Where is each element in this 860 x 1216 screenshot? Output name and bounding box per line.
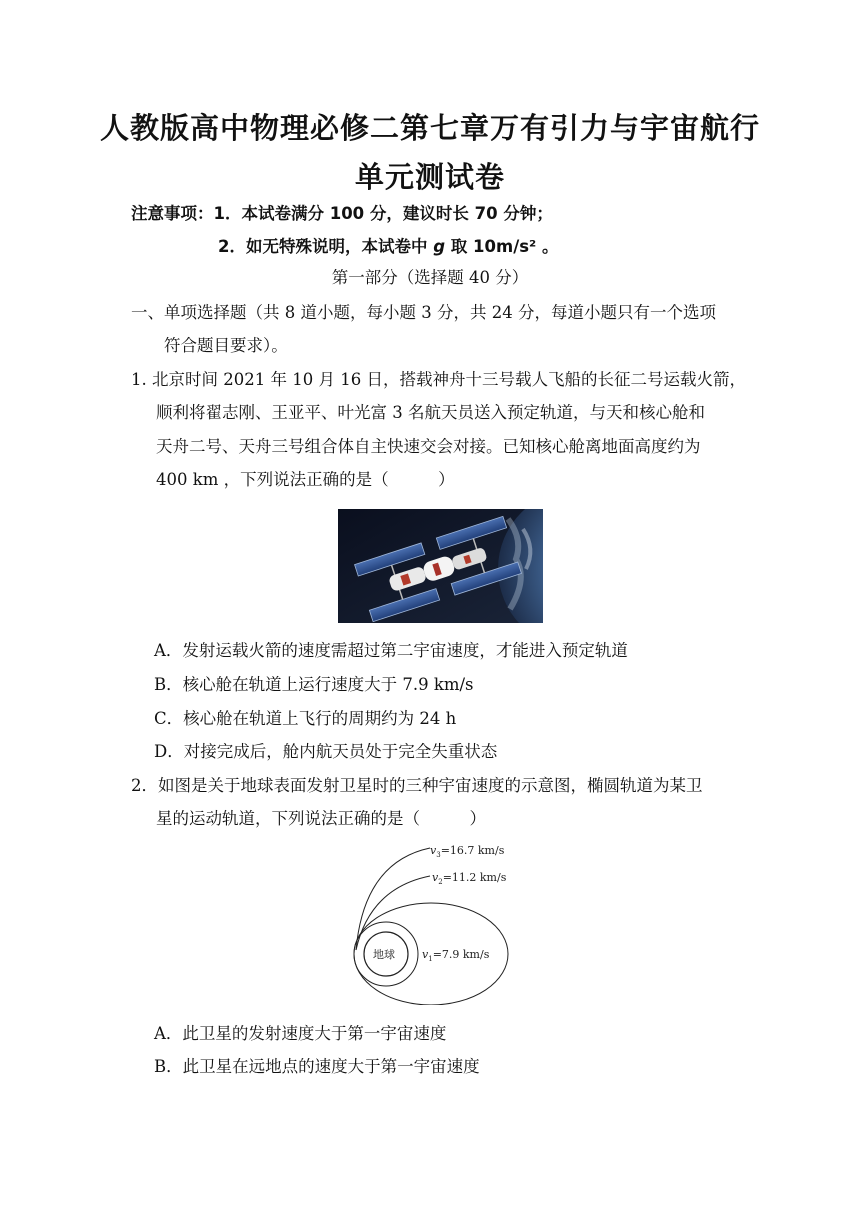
q1-option-a: A．发射运载火箭的速度需超过第二宇宙速度，才能进入预定轨道 <box>154 641 628 660</box>
q2-option-b: B．此卫星在远地点的速度大于第一宇宙速度 <box>154 1057 480 1076</box>
escape-orbit-v2 <box>356 876 430 950</box>
v3-label <box>430 844 505 859</box>
escape-orbit-v3 <box>356 848 430 950</box>
earth-label: 地球 <box>373 948 395 961</box>
space-station-image <box>338 509 543 623</box>
notes-line-1 <box>131 202 553 226</box>
q2-text-line-1: 2．如图是关于地球表面发射卫星时的三种宇宙速度的示意图，椭圆轨道为某卫 <box>131 776 703 795</box>
q1-option-d: D．对接完成后，舱内航天员处于完全失重状态 <box>154 742 498 761</box>
v2-label <box>432 871 507 886</box>
svg-text:v1=7.9 km/s: $v_1=7.9$ km/s <box>422 948 490 963</box>
v1-label <box>422 948 490 963</box>
svg-text:v3=16.7 km/s: $v_3=16.7$ km/s <box>430 844 505 859</box>
notes-line-2 <box>218 235 559 259</box>
q1-text-line-1: 1. 北京时间 2021 年 10 月 16 日，搭载神舟十三号载人飞船的长征二号运载火箭， <box>131 370 746 389</box>
cosmic-velocity-diagram <box>350 840 510 1005</box>
q1-option-c: C．核心舱在轨道上飞行的周期约为 24 h <box>154 709 457 728</box>
q1-text-line-3: 天舟二号、天舟三号组合体自主快速交会对接。已知核心舱离地面高度约为 <box>156 437 701 456</box>
q1-option-b: B．核心舱在轨道上运行速度大于 7.9 km/s <box>154 675 474 694</box>
notes-item-2-prefix: 2．如无特殊说明，本试卷中 <box>218 237 434 256</box>
q2-text-line-2: 星的运动轨道，下列说法正确的是（ ） <box>156 809 486 828</box>
section-heading-line-2: 符合题目要求）。 <box>164 336 288 355</box>
q2-option-a: A．此卫星的发射速度大于第一宇宙速度 <box>154 1024 447 1043</box>
gravity-symbol: g <box>433 237 446 256</box>
svg-text:v2=11.2 km/s: $v_2=11.2$ km/s <box>432 871 507 886</box>
page-subtitle: 单元测试卷 <box>354 160 505 194</box>
q1-text-line-4: 400 km ，下列说法正确的是（ ） <box>156 470 455 489</box>
notes-item-2-suffix: 取 10m/s² 。 <box>445 237 559 256</box>
q1-text-line-2: 顺利将翟志刚、王亚平、叶光富 3 名航天员送入预定轨道，与天和核心舱和 <box>156 403 705 422</box>
part-heading: 第一部分（选择题 40 分） <box>331 268 529 287</box>
notes-label: 注意事项： <box>131 204 214 223</box>
page-title: 人教版高中物理必修二第七章万有引力与宇宙航行 <box>99 111 760 145</box>
section-heading-line-1: 一、单项选择题（共 8 道小题，每小题 3 分，共 24 分，每道小题只有一个选项 <box>131 303 716 322</box>
notes-item-1: 1．本试卷满分 100 分，建议时长 70 分钟； <box>213 204 553 223</box>
